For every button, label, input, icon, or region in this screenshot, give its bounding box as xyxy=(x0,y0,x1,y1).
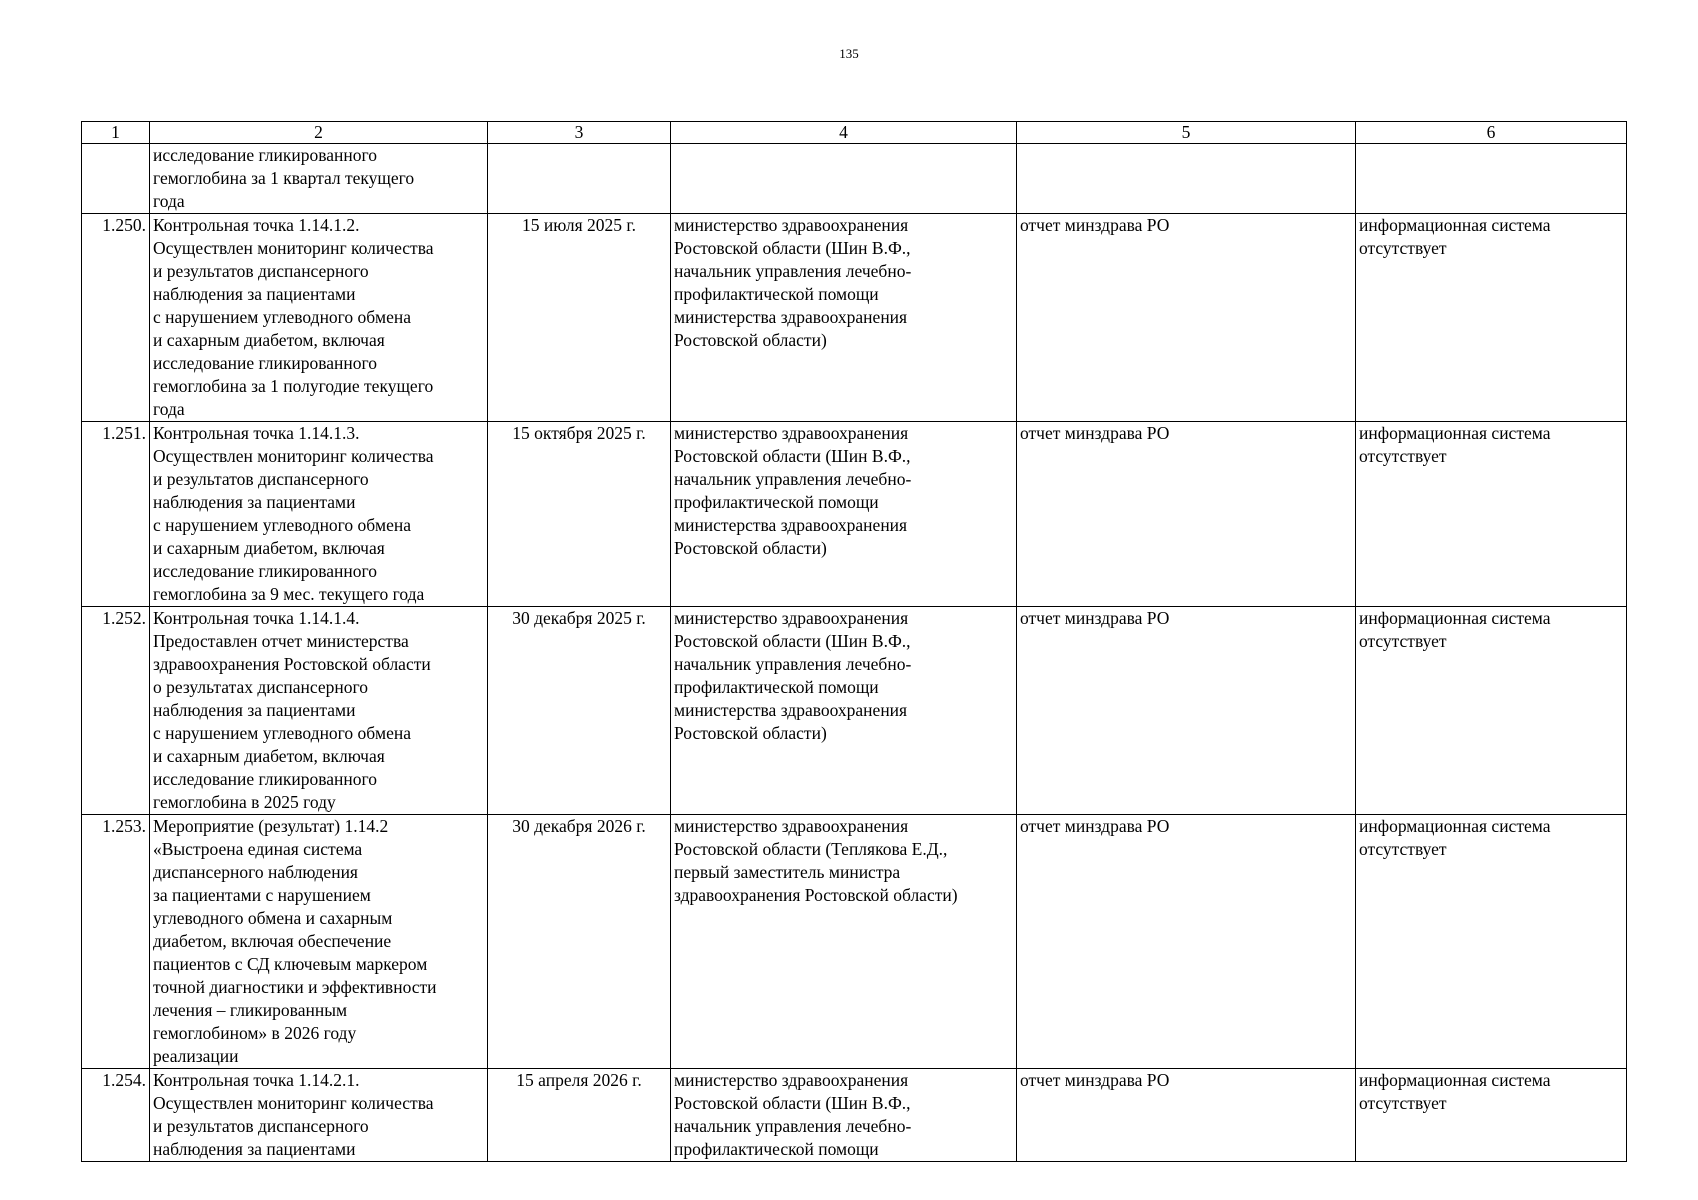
row-number: 1.251. xyxy=(82,422,150,607)
information-system: информационная система отсутствует xyxy=(1356,214,1627,422)
table-header-row xyxy=(82,122,1627,144)
column-header: 5 xyxy=(1017,122,1356,144)
table-row xyxy=(82,1069,1627,1162)
table-row xyxy=(82,144,1627,214)
report-document: отчет минздрава РО xyxy=(1017,214,1356,422)
row-number: 1.254. xyxy=(82,1069,150,1162)
row-number: 1.252. xyxy=(82,607,150,815)
information-system: информационная система отсутствует xyxy=(1356,422,1627,607)
event-description: Контрольная точка 1.14.1.2. Осуществлен мониторинг количества и результатов диспансерного наблюдения за пациентами с нарушением углеводного обмена и сахарным диабетом, включая исследование гликированного гемоглобина за 1 полугодие текущего года xyxy=(150,214,488,422)
column-header: 3 xyxy=(488,122,671,144)
event-description: Контрольная точка 1.14.1.3. Осуществлен мониторинг количества и результатов диспансерного наблюдения за пациентами с нарушением углеводного обмена и сахарным диабетом, включая исследование гликированного гемоглобина за 9 мес. текущего года xyxy=(150,422,488,607)
deadline-date: 15 апреля 2026 г. xyxy=(488,1069,671,1162)
table-row xyxy=(82,607,1627,815)
deadline-date: 30 декабря 2026 г. xyxy=(488,815,671,1069)
row-number: 1.250. xyxy=(82,214,150,422)
deadline-date: 30 декабря 2025 г. xyxy=(488,607,671,815)
responsible-party xyxy=(671,144,1017,214)
report-document: отчет минздрава РО xyxy=(1017,815,1356,1069)
table-row xyxy=(82,214,1627,422)
event-description: Контрольная точка 1.14.1.4. Предоставлен отчет министерства здравоохранения Ростовской области о результатах диспансерного наблюдения за пациентами с нарушением углеводного обмена и сахарным диабетом, включая исследование гликированного гемоглобина в 2025 году xyxy=(150,607,488,815)
responsible-party: министерство здравоохранения Ростовской области (Шин В.Ф., начальник управления лечебно- профилактической помощи xyxy=(671,1069,1017,1162)
report-document: отчет минздрава РО xyxy=(1017,422,1356,607)
event-description: Мероприятие (результат) 1.14.2 «Выстроена единая система диспансерного наблюдения за пациентами с нарушением углеводного обмена и сахарным диабетом, включая обеспечение пациентов с СД ключевым маркером точной диагностики и эффективности лечения – гликированным гемоглобином» в 2026 году реализации xyxy=(150,815,488,1069)
responsible-party: министерство здравоохранения Ростовской области (Теплякова Е.Д., первый заместитель министра здравоохранения Ростовской области) xyxy=(671,815,1017,1069)
deadline-date: 15 октября 2025 г. xyxy=(488,422,671,607)
table-row xyxy=(82,422,1627,607)
row-number xyxy=(82,144,150,214)
report-document: отчет минздрава РО xyxy=(1017,1069,1356,1162)
table-row xyxy=(82,815,1627,1069)
responsible-party: министерство здравоохранения Ростовской области (Шин В.Ф., начальник управления лечебно- профилактической помощи министерства здравоохранения Ростовской области) xyxy=(671,214,1017,422)
responsible-party: министерство здравоохранения Ростовской области (Шин В.Ф., начальник управления лечебно- профилактической помощи министерства здравоохранения Ростовской области) xyxy=(671,607,1017,815)
deadline-date xyxy=(488,144,671,214)
row-number: 1.253. xyxy=(82,815,150,1069)
page-number: 135 xyxy=(839,46,859,61)
events-table xyxy=(81,121,1627,1162)
column-header: 4 xyxy=(671,122,1017,144)
event-description: исследование гликированного гемоглобина за 1 квартал текущего года xyxy=(150,144,488,214)
column-header: 1 xyxy=(82,122,150,144)
information-system: информационная система отсутствует xyxy=(1356,815,1627,1069)
report-document xyxy=(1017,144,1356,214)
information-system xyxy=(1356,144,1627,214)
information-system: информационная система отсутствует xyxy=(1356,607,1627,815)
column-header: 6 xyxy=(1356,122,1627,144)
deadline-date: 15 июля 2025 г. xyxy=(488,214,671,422)
column-header: 2 xyxy=(150,122,488,144)
information-system: информационная система отсутствует xyxy=(1356,1069,1627,1162)
responsible-party: министерство здравоохранения Ростовской области (Шин В.Ф., начальник управления лечебно- профилактической помощи министерства здравоохранения Ростовской области) xyxy=(671,422,1017,607)
report-document: отчет минздрава РО xyxy=(1017,607,1356,815)
event-description: Контрольная точка 1.14.2.1. Осуществлен мониторинг количества и результатов диспансерного наблюдения за пациентами xyxy=(150,1069,488,1162)
